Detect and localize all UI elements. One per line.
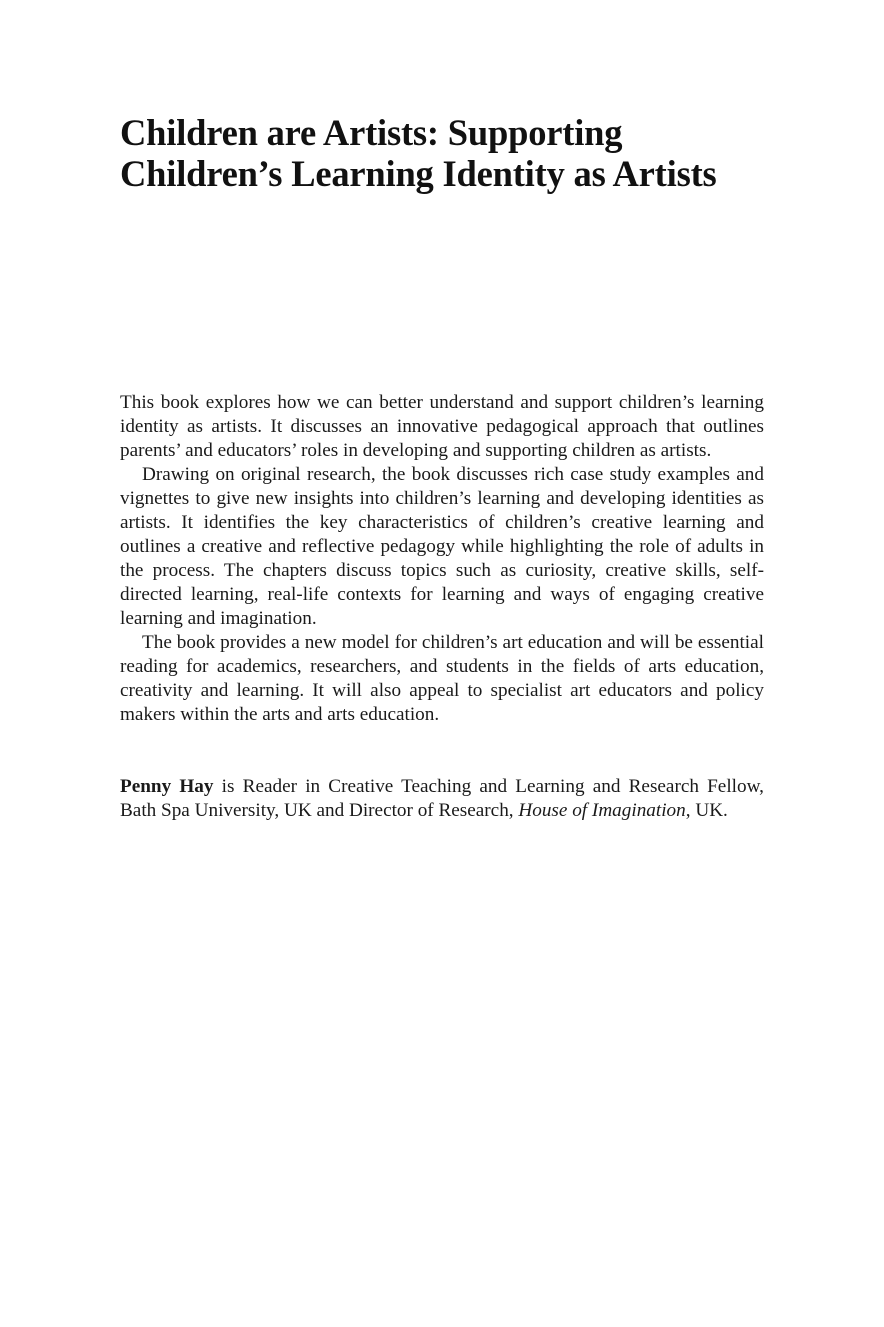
book-title-line-1: Children are Artists: Supporting — [120, 112, 623, 153]
description-paragraph-2: Drawing on original research, the book discusses rich case study examples and vignettes to give new insights into children’s learning and developing identities as artists. It identifies the key characteristics of children’s creative learning and outlines a creative and reflective pedagogy while highlighting the role of adults in the process. The chapters discuss topics such as curiosity, creative skills, self-directed learning, real-life contexts for learning and ways of engaging creative learning and imagination. — [120, 464, 764, 629]
book-title-line-2: Children’s Learning Identity as Artists — [120, 153, 717, 194]
author-name: Penny Hay — [120, 776, 214, 797]
author-organization: House of Imagination — [518, 800, 686, 821]
author-bio-suffix: , UK. — [685, 800, 728, 821]
description-paragraph-1: This book explores how we can better understand and support children’s learning identity as artists. It discusses an innovative pedagogical approach that outlines parents’ and educators’ roles in developing and supporting children as artists. — [120, 392, 764, 461]
author-bio-text: is Reader in Creative Teaching and Learning and Research Fellow, Bath Spa University, UK and Director of Research, — [120, 776, 764, 821]
description-paragraph-3: The book provides a new model for children’s art education and will be essential reading for academics, researchers, and students in the fields of arts education, creativity and learning. It will also appeal to specialist art educators and policy makers within the arts and arts education. — [120, 632, 764, 725]
book-title — [120, 112, 820, 194]
book-description — [120, 391, 764, 727]
author-bio — [120, 775, 764, 823]
